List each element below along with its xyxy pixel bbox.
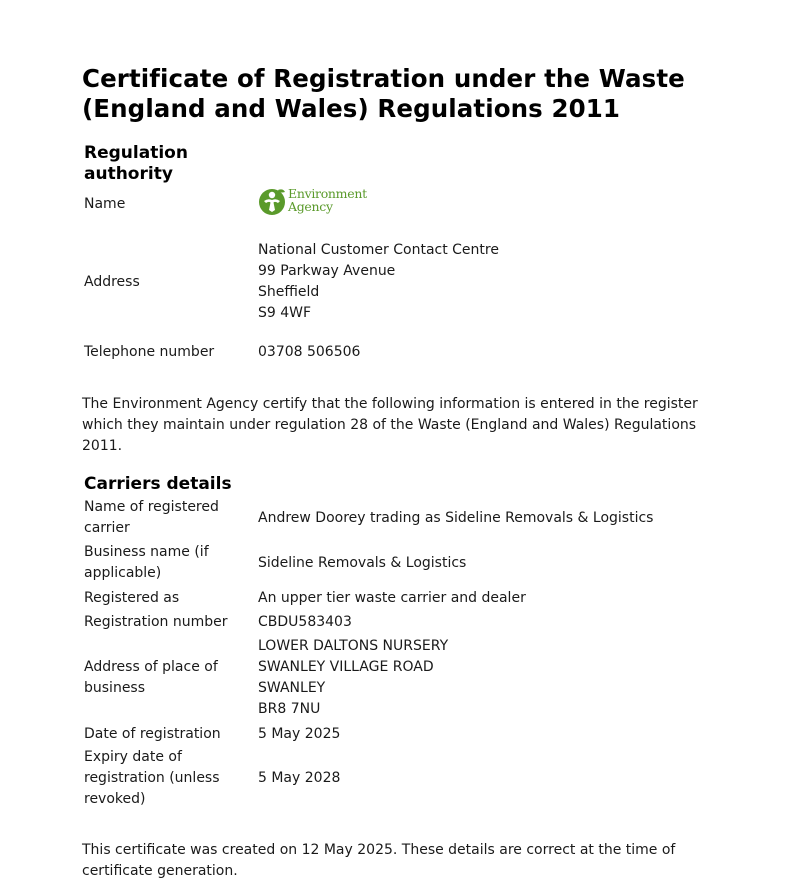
business-address-line: SWANLEY VILLAGE ROAD xyxy=(258,659,434,675)
certify-statement-line: The Environment Agency certify that the following information is entered in the register xyxy=(82,396,698,412)
authority-address-line: Sheffield xyxy=(258,284,320,300)
authority-name-label: Name xyxy=(84,196,126,212)
expiry-date-label-line: registration (unless xyxy=(84,770,220,786)
date-of-registration-value: 5 May 2025 xyxy=(258,726,341,742)
business-address-line: SWANLEY xyxy=(258,680,326,696)
regulation-authority-heading xyxy=(84,143,188,185)
registered-as-value: An upper tier waste carrier and dealer xyxy=(258,590,526,606)
carrier-name-label-line: Name of registered xyxy=(84,499,219,515)
carrier-name-label-line: carrier xyxy=(84,520,130,536)
business-name-label-line: Business name (if xyxy=(84,544,209,560)
business-name-label-line: applicable) xyxy=(84,565,162,581)
registered-as-label: Registered as xyxy=(84,590,180,606)
business-address-label-line: business xyxy=(84,680,146,696)
regulation-authority-heading-line2: authority xyxy=(84,164,173,184)
expiry-date-label xyxy=(84,747,220,810)
document-title: Certificate of Registration under the Waste (England and Wales) Regulations 2011 xyxy=(82,64,685,123)
logo-text-line1: Environment xyxy=(288,186,367,201)
logo-text-line2: Agency xyxy=(288,199,333,214)
authority-address-label: Address xyxy=(84,274,140,290)
environment-agency-logo-icon xyxy=(258,184,288,218)
authority-address xyxy=(258,240,499,324)
footer-line: This certificate was created on 12 May 2025. These details are correct at the time of xyxy=(82,842,676,858)
registration-number-value: CBDU583403 xyxy=(258,614,352,630)
business-name-value: Sideline Removals & Logistics xyxy=(258,555,467,571)
environment-agency-logo xyxy=(258,184,378,224)
regulation-authority-heading-line1: Regulation xyxy=(84,143,188,163)
telephone-value: 03708 506506 xyxy=(258,344,361,360)
carrier-name-value: Andrew Doorey trading as Sideline Removals & Logistics xyxy=(258,510,654,526)
certify-statement xyxy=(82,394,712,457)
registration-number-label: Registration number xyxy=(84,614,228,630)
telephone-label: Telephone number xyxy=(84,344,215,360)
expiry-date-label-line: revoked) xyxy=(84,791,146,807)
business-address-line: LOWER DALTONS NURSERY xyxy=(258,638,449,654)
carrier-name-label xyxy=(84,497,219,539)
authority-address-line: National Customer Contact Centre xyxy=(258,242,499,258)
business-address-label-line: Address of place of xyxy=(84,659,218,675)
certify-statement-line: 2011. xyxy=(82,438,123,454)
certificate-footer xyxy=(82,840,712,882)
business-address-label xyxy=(84,657,218,699)
authority-address-line: 99 Parkway Avenue xyxy=(258,263,396,279)
footer-line: certificate generation. xyxy=(82,863,238,879)
business-address-line: BR8 7NU xyxy=(258,701,321,717)
expiry-date-value: 5 May 2028 xyxy=(258,770,341,786)
business-address-value xyxy=(258,636,448,720)
authority-address-line: S9 4WF xyxy=(258,305,312,321)
carriers-details-heading: Carriers details xyxy=(84,474,232,494)
environment-agency-logo-text xyxy=(288,187,367,213)
business-name-label xyxy=(84,542,209,584)
date-of-registration-label: Date of registration xyxy=(84,726,221,742)
expiry-date-label-line: Expiry date of xyxy=(84,749,182,765)
certify-statement-line: which they maintain under regulation 28 of the Waste (England and Wales) Regulations xyxy=(82,417,697,433)
